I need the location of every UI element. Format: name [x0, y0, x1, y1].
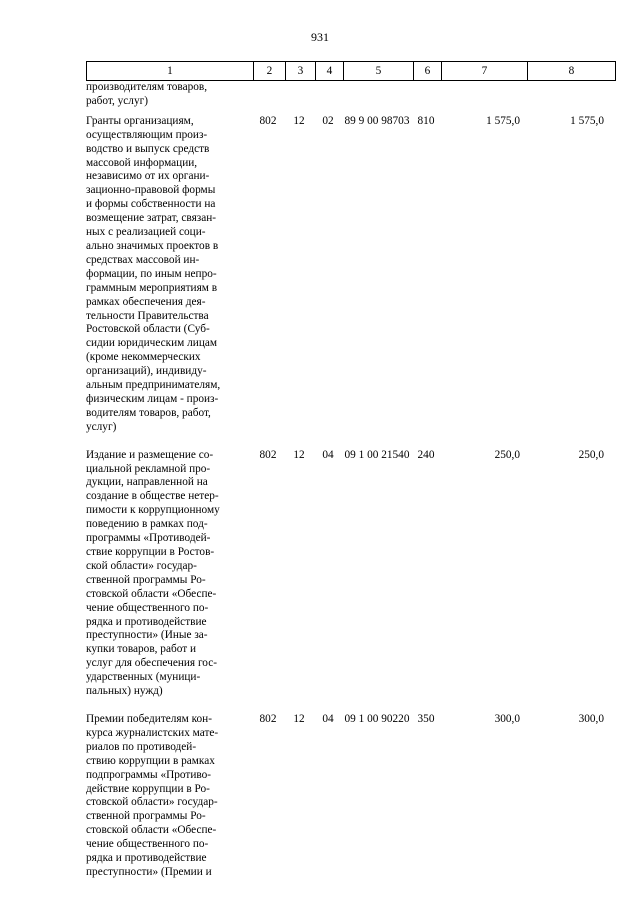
description-line: физическим лицам - произ- — [86, 392, 219, 405]
description-line: пальных) нужд) — [86, 685, 163, 698]
header-col-4: 4 — [315, 62, 343, 80]
description-line: организаций), индивиду- — [86, 365, 207, 378]
description-line: поведению в рамках под- — [86, 518, 208, 531]
table-header — [86, 61, 616, 81]
header-col-2: 2 — [253, 62, 285, 80]
subsection-code: 04 — [322, 448, 334, 461]
description-line: ственной программы Ро- — [86, 573, 206, 586]
description-line: осуществляющим произ- — [86, 128, 208, 141]
description-line: альным предпринимателям, — [86, 379, 221, 392]
table-row — [86, 713, 616, 880]
description-line: граммным мероприятиям в — [86, 281, 218, 294]
description-line: ственной программы Ро- — [86, 810, 206, 823]
expense-type-code: 810 — [417, 114, 435, 127]
budget-code: 802 — [259, 712, 277, 725]
description-line: и формы собственности на — [86, 198, 216, 211]
expense-type-code: 350 — [417, 712, 435, 725]
description-line: стовской области «Обеспе- — [86, 587, 217, 600]
page-number: 931 — [311, 30, 329, 44]
description-line: водителям товаров, работ, — [86, 406, 211, 419]
description-line: независимо от их органи- — [86, 170, 210, 183]
description-line: ударственных (муници- — [86, 671, 201, 684]
description-line: сидии юридическим лицам — [86, 337, 218, 350]
description-line: Ростовской области (Суб- — [86, 323, 210, 336]
header-col-7: 7 — [441, 62, 527, 80]
subsection-code: 02 — [322, 114, 334, 127]
description-line: стовской области» государ- — [86, 796, 218, 809]
amount-col-7: 300,0 — [494, 712, 520, 725]
description-line: возмещение затрат, связан- — [86, 212, 217, 225]
description-line: преступности» (Премии и — [86, 865, 212, 878]
description-line: формации, по иным непро- — [86, 267, 217, 280]
description-line: ствие коррупции в Ростов- — [86, 546, 215, 558]
description-line: дукции, направленной на — [86, 476, 208, 489]
description-line: зационно-правовой формы — [86, 184, 216, 197]
description-line: подпрограммы «Противо- — [86, 768, 212, 781]
target-article-code: 09 1 00 21540 — [344, 448, 410, 461]
description-line: рядка и противодействие — [86, 852, 207, 865]
description-line: рядка и противодействие — [86, 615, 207, 628]
description-line: средствах массовой ин- — [86, 253, 200, 266]
description-line: действие коррупции в Ро- — [86, 782, 210, 795]
description-line: работ, услуг) — [86, 94, 148, 107]
description-line: производителям товаров, — [86, 81, 208, 93]
row-description — [86, 115, 252, 435]
description-line: преступности» (Иные за- — [86, 629, 208, 642]
description-line: ально значимых проектов в — [86, 239, 219, 252]
description-line: рамках обеспечения дея- — [86, 295, 206, 308]
description-line: услуг для обеспечения гос- — [86, 657, 218, 670]
table-row — [86, 115, 616, 435]
target-article-code: 09 1 00 90220 — [344, 712, 410, 725]
description-line: ствию коррупции в рамках — [86, 754, 215, 767]
description-line: программы «Противодей- — [86, 532, 211, 545]
amount-col-7: 250,0 — [494, 448, 520, 461]
description-line: ных с реализацией соци- — [86, 226, 206, 239]
header-col-5: 5 — [343, 62, 413, 80]
description-line: тельности Правительства — [86, 309, 209, 322]
header-col-8: 8 — [527, 62, 615, 80]
table-body — [86, 81, 616, 880]
table-row — [86, 81, 616, 109]
description-line: циальной рекламной про- — [86, 462, 211, 475]
description-line: чение общественного по- — [86, 838, 209, 851]
description-line: (кроме некоммерческих — [86, 351, 201, 364]
description-line: ской области» государ- — [86, 559, 197, 572]
header-col-6: 6 — [413, 62, 441, 80]
amount-col-8: 250,0 — [578, 448, 604, 461]
description-line: риалов по противодей- — [86, 740, 197, 753]
description-line: Издание и размещение со- — [86, 448, 214, 461]
description-line: купки товаров, работ и — [86, 643, 197, 656]
budget-code: 802 — [259, 448, 277, 461]
amount-col-8: 300,0 — [578, 712, 604, 725]
header-col-1: 1 — [167, 65, 173, 77]
header-col-3: 3 — [285, 62, 315, 80]
description-line: массовой информации, — [86, 156, 198, 169]
expense-type-code: 240 — [417, 448, 435, 461]
section-code: 12 — [293, 114, 305, 127]
row-description — [86, 81, 252, 109]
description-line: стовской области «Обеспе- — [86, 824, 217, 837]
description-line: курса журналистских мате- — [86, 726, 219, 739]
target-article-code: 89 9 00 98703 — [344, 114, 410, 127]
description-line: водство и выпуск средств — [86, 142, 210, 155]
description-line: пимости к коррупционному — [86, 504, 220, 517]
description-line: Гранты организациям, — [86, 114, 194, 127]
table-row — [86, 449, 616, 699]
description-line: Премии победителям кон- — [86, 712, 212, 725]
subsection-code: 04 — [322, 712, 334, 725]
row-description — [86, 713, 252, 880]
description-line: чение общественного по- — [86, 601, 209, 614]
amount-col-7: 1 575,0 — [486, 114, 520, 127]
description-line: создание в обществе нетер- — [86, 490, 219, 503]
description-line: услуг) — [86, 420, 117, 433]
budget-code: 802 — [259, 114, 277, 127]
section-code: 12 — [293, 448, 305, 461]
amount-col-8: 1 575,0 — [570, 114, 604, 127]
row-description — [86, 449, 252, 699]
section-code: 12 — [293, 712, 305, 725]
